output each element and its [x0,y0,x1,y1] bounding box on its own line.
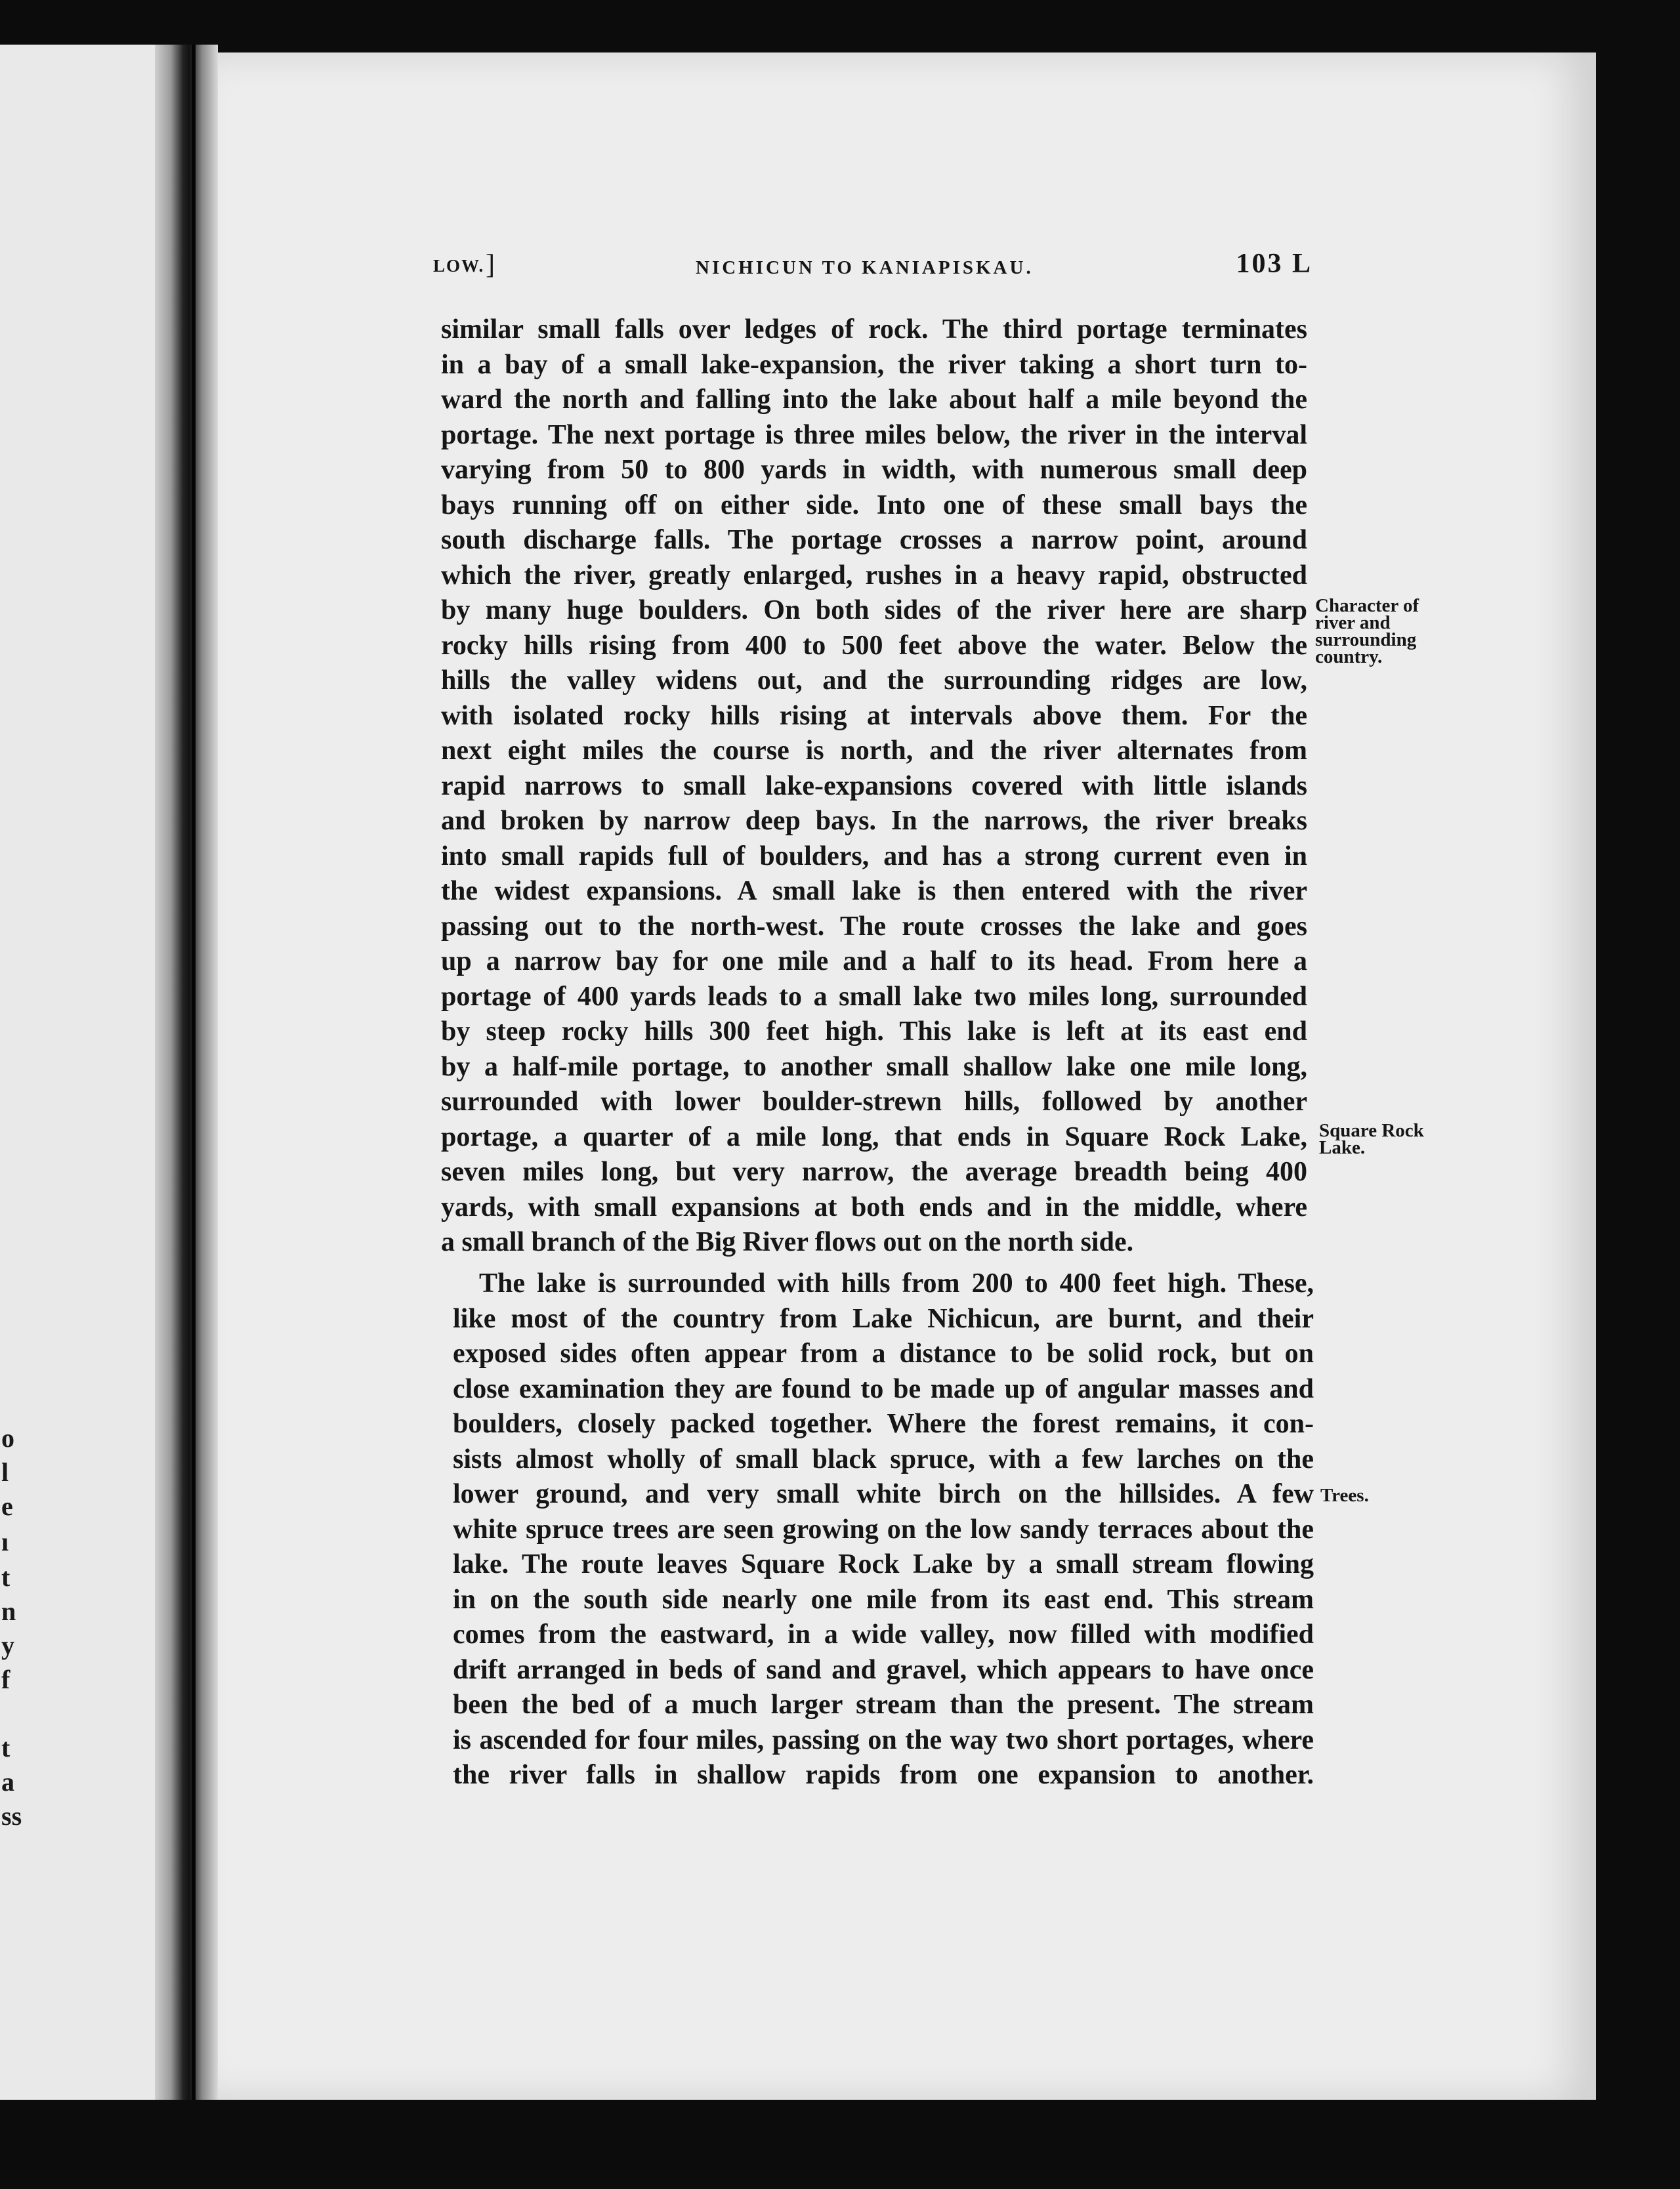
sidenote-trees [1320,1487,1369,1504]
left-page-fragment: t [1,1733,10,1762]
text-line: rocky hills rising from 400 to 500 feet above the water. Below the [441,630,1307,661]
text-line: next eight miles the course is north, and the river alternates from [441,736,1307,766]
header-title: NICHICUN TO KANIAPISKAU. [696,257,1034,278]
text-line: varying from 50 to 800 yards in width, with numerous small deep [441,455,1307,485]
text-line: yards, with small expansions at both ends and in the middle, where [441,1192,1307,1222]
text-line: portage of 400 yards leads to a small lake two miles long, surrounded [441,981,1307,1012]
left-page-fragment: ss [1,1801,22,1831]
header-bracket: ] [486,250,495,280]
text-line: and broken by narrow deep bays. In the narrows, the river breaks [441,806,1307,836]
left-page-fragment: e [1,1491,13,1521]
text-line: passing out to the north-west. The route crosses the lake and goes [441,911,1307,942]
text-line: boulders, closely packed together. Where the forest remains, it con- [453,1409,1314,1439]
text-line: ward the north and falling into the lake about half a mile beyond the [441,385,1307,415]
text-line: hills the valley widens out, and the surrounding ridges are low, [441,665,1307,696]
sidenote-line: surrounding [1315,629,1417,650]
text-line: comes from the eastward, in a wide valley, now filled with modified [453,1619,1314,1650]
text-line: with isolated rocky hills rising at intervals above them. For the [441,700,1307,731]
text-line: exposed sides often appear from a distance to be solid rock, but on [453,1339,1314,1369]
text-line: white spruce trees are seen growing on the low sandy terraces about the [453,1514,1314,1545]
scan-border [0,2100,1680,2189]
left-page-fragment: f [1,1665,10,1694]
text-line: surrounded with lower boulder-strewn hills, followed by another [441,1087,1307,1117]
text-line: portage. The next portage is three miles below, the river in the interval [441,419,1307,450]
binding-thread [192,45,196,2105]
paragraph-2 [453,1266,1314,1793]
text-line: a small branch of the Big River flows out on the north side. [441,1227,1134,1257]
text-line: rapid narrows to small lake-expansions covered with little islands [441,770,1307,801]
sidenote-line: Trees. [1320,1485,1369,1506]
text-line: the widest expansions. A small lake is then entered with the river [441,876,1307,906]
text-line: sists almost wholly of small black spruce, with a few larches on the [453,1444,1314,1474]
text-line: drift arranged in beds of sand and gravel, which appears to have once [453,1654,1314,1685]
text-line: lake. The route leaves Square Rock Lake by a small stream flowing [453,1549,1314,1579]
text-line: into small rapids full of boulders, and has a strong current even in [441,841,1307,871]
text-line: The lake is surrounded with hills from 200 to 400 feet high. These, [479,1268,1314,1299]
text-line: is ascended for four miles, passing on the way two short portages, where [453,1724,1314,1755]
text-line: by a half-mile portage, to another small shallow lake one mile long, [441,1051,1307,1082]
left-page-fragment: n [1,1596,16,1626]
text-line: like most of the country from Lake Nichicun, are burnt, and their [453,1303,1314,1334]
text-line: the river falls in shallow rapids from one expansion to another. [453,1760,1314,1790]
text-line: portage, a quarter of a mile long, that ends in Square Rock Lake, [441,1121,1307,1152]
left-page-fragment: l [1,1457,9,1487]
text-line: close examination they are found to be made up of angular masses and [453,1373,1314,1404]
header-author: LOW. [433,256,485,276]
left-page-fragment: o [1,1423,14,1453]
left-page-fragment: ı [1,1527,9,1556]
text-line: in on the south side nearly one mile from its east end. This stream [453,1584,1314,1615]
text-line: in a bay of a small lake-expansion, the river taking a short turn to- [441,349,1307,380]
text-line: which the river, greatly enlarged, rushes in a heavy rapid, obstructed [441,560,1307,591]
text-line: lower ground, and very small white birch on the hillsides. A few [453,1479,1314,1509]
sidenote-character-of-river [1315,597,1419,665]
text-line: by many huge boulders. On both sides of the river here are sharp [441,595,1307,625]
sidenote-square-rock-lake [1319,1122,1424,1156]
sidenote-line: Lake. [1319,1137,1366,1158]
text-line: up a narrow bay for one mile and a half to its head. From here a [441,946,1307,976]
text-line: been the bed of a much larger stream than the present. The stream [453,1690,1314,1720]
text-line: seven miles long, but very narrow, the average breadth being 400 [441,1157,1307,1187]
book-gutter [155,45,218,2105]
text-line: south discharge falls. The portage crosses a narrow point, around [441,525,1307,555]
left-page-fragment: y [1,1631,14,1660]
text-line: similar small falls over ledges of rock. The third portage terminates [441,314,1307,344]
running-head [433,244,1312,283]
text-line: bays running off on either side. Into one of these small bays the [441,490,1307,520]
page-number: 103 L [1236,249,1312,279]
sidenote-line: Square Rock [1319,1120,1424,1141]
sidenote-line: Character of [1315,595,1419,616]
left-page-fragment: a [1,1767,14,1797]
paragraph-1 [441,312,1307,1261]
sidenote-line: country. [1315,646,1383,667]
sidenote-line: river and [1315,612,1391,633]
text-line: by steep rocky hills 300 feet high. This lake is left at its east end [441,1016,1307,1047]
left-page-fragment: t [1,1562,10,1592]
